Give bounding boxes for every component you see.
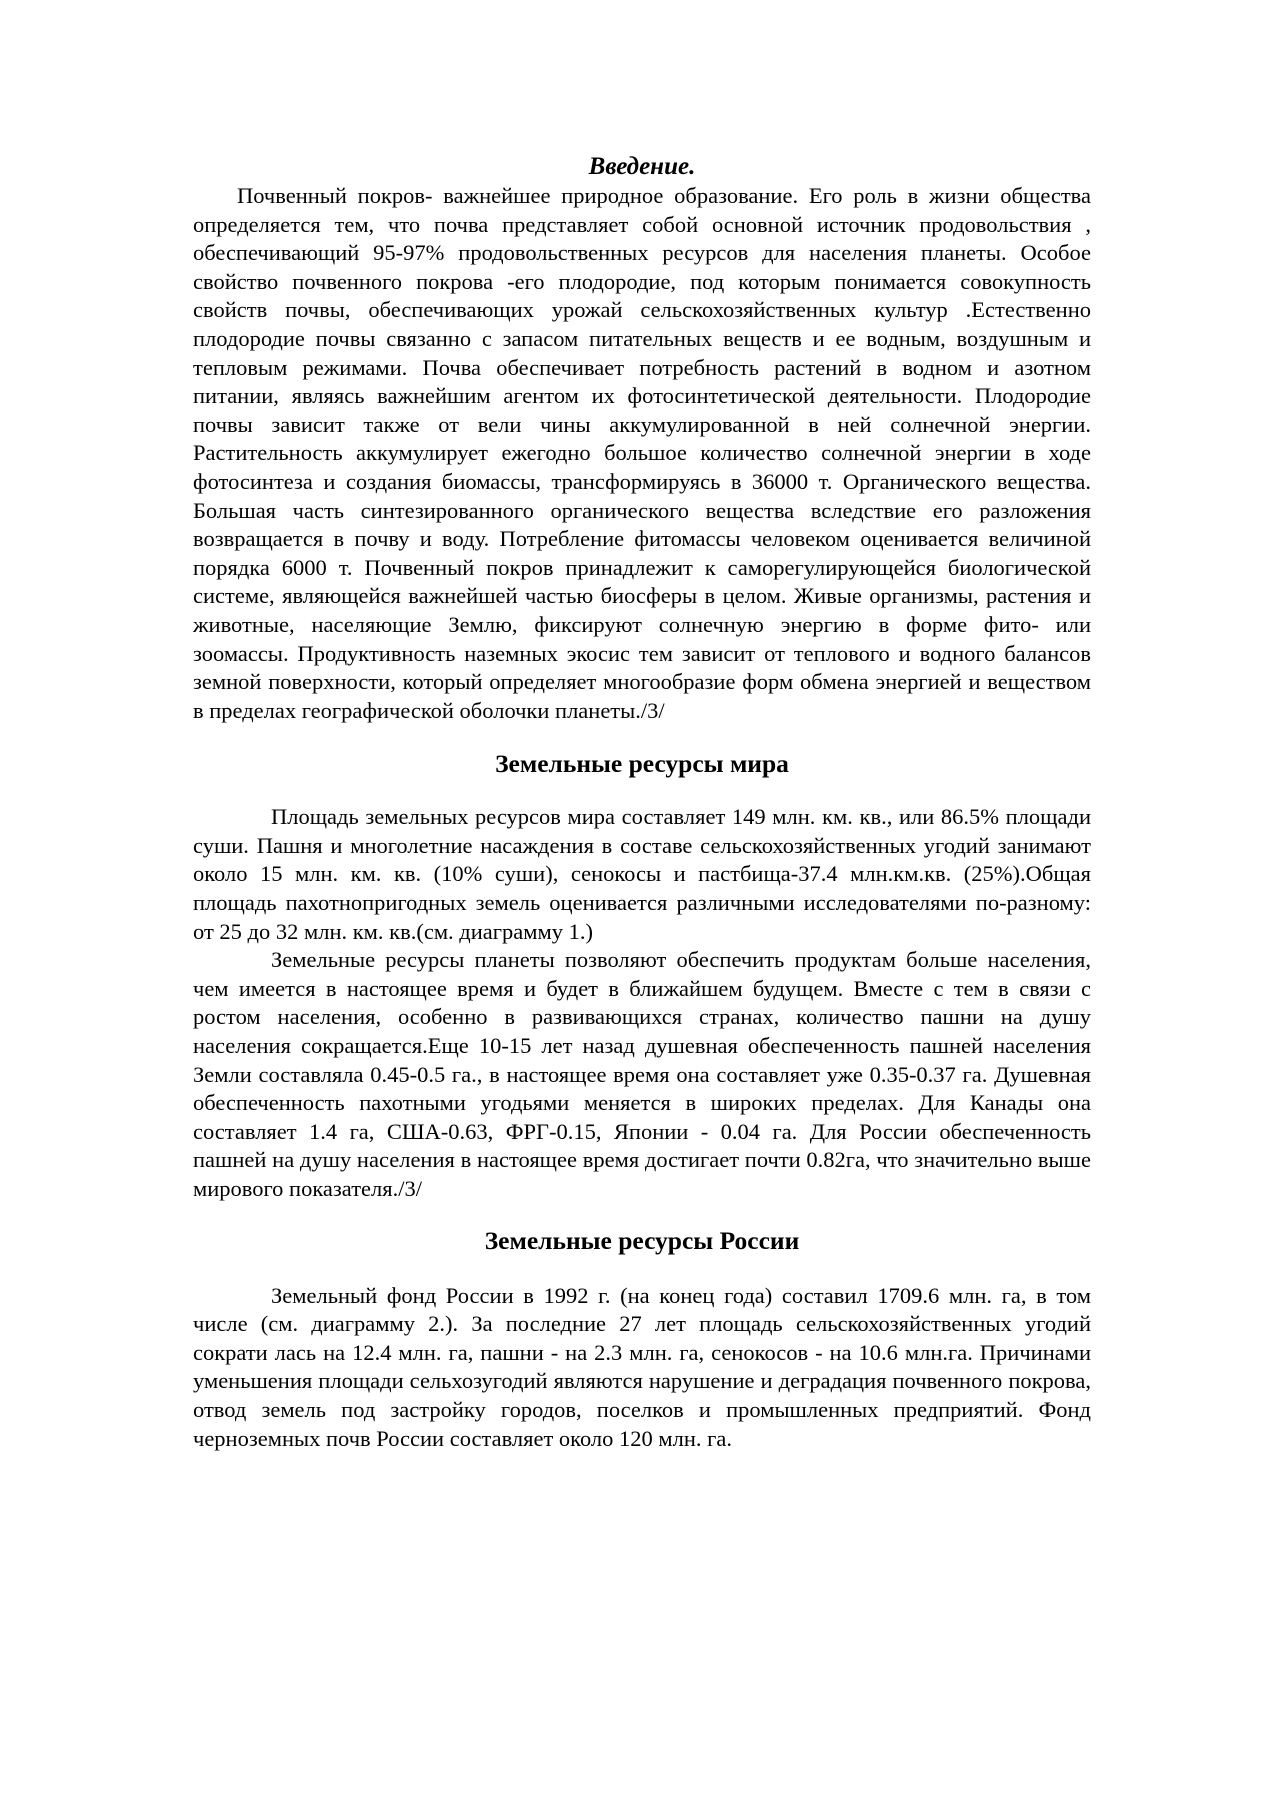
russia-paragraph: Земельный фонд России в 1992 г. (на конец года) составил 1709.6 млн. га, в том числе (см. диаграмму 2.). За последние 27 лет площадь сельскохозяйственных угодий сократи лась на 12.4 млн. га, пашни - на 2.3 млн. га, сенокосов - на 10.6 млн.га. Причинами уменьшения площади сельхозугодий являются нарушение и деградация почвенного покрова, отвод земель под застройку городов, поселков и промышленных предприятий. Фонд черноземных почв России составляет около 120 млн. га. — [193, 1282, 1091, 1451]
russia-resources-heading: Земельные ресурсы России — [484, 1225, 800, 1255]
intro-title: Введение. — [588, 153, 696, 180]
intro-paragraph: Почвенный покров- важнейшее природное образование. Его роль в жизни общества определяется тем, что почва представляет собой основной источник продовольствия , обеспечивающий 95-97% продовольственных ресурсов для населения планеты. Особое свойство почвенного покрова -его плодородие, под которым понимается совокупность свойств почвы, обеспечивающих урожай сельскохозяйственных культур .Естественно плодородие почвы связанно с запасом питательных веществ и ее водным, воздушным и тепловым режимами. Почва обеспечивает потребность растений в водном и азотном питании, являясь важнейшим агентом их фотосинтетической деятельности. Плодородие почвы зависит также от вели чины аккумулированной в ней солнечной энергии. Растительность аккумулирует ежегодно большое количество солнечной энергии в ходе фотосинтеза и создания биомассы, трансформируясь в 36000 т. Органического вещества. Большая часть синтезированного органического вещества вследствие его разложения возвращается в почву и воду. Потребление фитомассы человеком оценивается величиной порядка 6000 т. Почвенный покров принадлежит к саморегулирующейся биологической системе, являющейся важнейшей частью биосферы в целом. Живые организмы, растения и животные, населяющие Землю, фиксируют солнечную энергию в форме фито- или зоомассы. Продуктивность наземных экосис тем зависит от теплового и водного балансов земной поверхности, который определяет многообразие форм обмена энергией и веществом в пределах географической оболочки планеты./3/ — [193, 183, 1091, 723]
document-body — [193, 152, 1091, 1453]
world-resources-heading: Земельные ресурсы мира — [495, 749, 789, 779]
world-paragraph-2: Земельные ресурсы планеты позволяют обеспечить продуктам больше населения, чем имеется в настоящее время и будет в ближайшем будущем. Вместе с тем в связи с ростом населения, особенно в развивающихся странах, количество пашни на душу населения сокращается.Еще 10-15 лет назад душевная обеспеченность пашней населения Земли составляла 0.45-0.5 га., в настоящее время она составляет уже 0.35-0.37 га. Душевная обеспеченность пахотными угодьями меняется в широких пределах. Для Канады она составляет 1.4 га, США-0.63, ФРГ-0.15, Японии - 0.04 га. Для России обеспеченность пашней на душу населения в настоящее время достигает почти 0.82га, что значительно выше мирового показателя./3/ — [193, 947, 1091, 1201]
world-paragraph-1: Площадь земельных ресурсов мира составляет 149 млн. км. кв., или 86.5% площади суши. Пашня и многолетние насаждения в составе сельскохозяйственных угодий занимают около 15 млн. км. кв. (10% суши), сенокосы и пастбища-37.4 млн.км.кв. (25%).Общая площадь пахотнопригодных земель оценивается различными исследователями по-разному: от 25 до 32 млн. км. кв.(см. диаграмму 1.) — [193, 804, 1091, 944]
